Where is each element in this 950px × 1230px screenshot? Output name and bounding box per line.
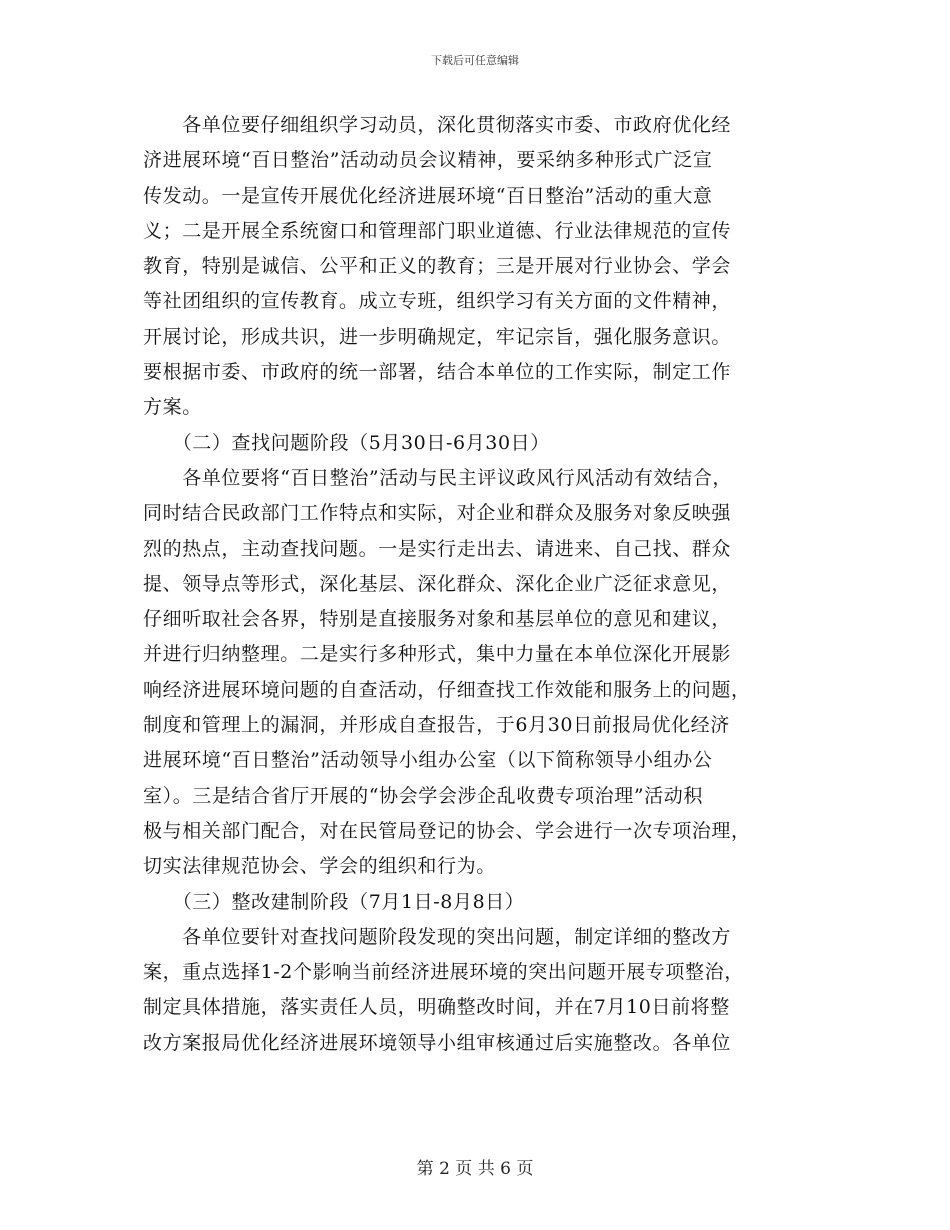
text-line: 各单位要将“百日整治”活动与民主评议政风行风活动有效结合， bbox=[143, 466, 733, 489]
text-line: 教育，特别是诚信、公平和正义的教育；三是开展对行业协会、学会 bbox=[143, 255, 732, 278]
text-line: 等社团组织的宣传教育。成立专班，组织学习有关方面的文件精神， bbox=[143, 290, 732, 313]
text-line: 济进展环境“百日整治”活动动员会议精神，要采纳多种形式广泛宣 bbox=[143, 149, 713, 172]
section-heading: （二）查找问题阶段（5月30日-6月30日） bbox=[143, 431, 550, 454]
text-line: 仔细听取社会各界，特别是直接服务对象和基层单位的意见和建议， bbox=[143, 608, 732, 631]
text-line: 同时结合民政部门工作特点和实际，对企业和群众及服务对象反映强 bbox=[143, 502, 732, 525]
page-header: 下载后可任意编辑 bbox=[431, 54, 519, 67]
text-line: 烈的热点，主动查找问题。一是实行走出去、请进来、自己找、群众 bbox=[143, 537, 732, 560]
text-line: 开展讨论，形成共识，进一步明确规定，牢记宗旨，强化服务意识。 bbox=[143, 325, 732, 348]
text-line: 极与相关部门配合，对在民管局登记的协会、学会进行一次专项治理， bbox=[143, 819, 751, 842]
text-line: 制定具体措施，落实责任人员，明确整改时间，并在7月10日前将整 bbox=[143, 996, 730, 1019]
document-body bbox=[143, 108, 811, 1061]
text-line: 义；二是开展全系统窗口和管理部门职业道德、行业法律规范的宣传 bbox=[143, 219, 732, 242]
text-line: 传发动。一是宣传开展优化经济进展环境“百日整治”活动的重大意 bbox=[143, 184, 713, 207]
text-line: 方案。 bbox=[143, 396, 202, 419]
text-line: 切实法律规范协会、学会的组织和行为。 bbox=[143, 855, 496, 878]
text-line: 改方案报局优化经济进展环境领导小组审核通过后实施整改。各单位 bbox=[143, 1031, 732, 1054]
text-line: 各单位要仔细组织学习动员，深化贯彻落实市委、市政府优化经 bbox=[143, 114, 732, 136]
section-heading: （三）整改建制阶段（7月1日-8月8日） bbox=[143, 890, 525, 913]
text-line: 进展环境“百日整治”活动领导小组办公室（以下简称领导小组办公 bbox=[143, 749, 713, 772]
text-line: 要根据市委、市政府的统一部署，结合本单位的工作实际，制定工作 bbox=[143, 361, 732, 384]
text-line: 响经济进展环境问题的自查活动，仔细查找工作效能和服务上的问题， bbox=[143, 678, 751, 701]
text-line: 室）。三是结合省厅开展的“协会学会涉企乱收费专项治理”活动积 bbox=[143, 784, 703, 807]
text-line: 各单位要针对查找问题阶段发现的突出问题，制定详细的整改方 bbox=[143, 925, 732, 948]
text-line: 并进行归纳整理。二是实行多种形式，集中力量在本单位深化开展影 bbox=[143, 643, 732, 666]
text-line: 案，重点选择1-2个影响当前经济进展环境的突出问题开展专项整治， bbox=[143, 961, 744, 984]
text-line: 提、领导点等形式，深化基层、深化群众、深化企业广泛征求意见， bbox=[143, 572, 732, 595]
page-number: 第 2 页 共 6 页 bbox=[416, 1159, 534, 1179]
text-line: 制度和管理上的漏洞，并形成自查报告，于6月30日前报局优化经济 bbox=[143, 714, 730, 737]
